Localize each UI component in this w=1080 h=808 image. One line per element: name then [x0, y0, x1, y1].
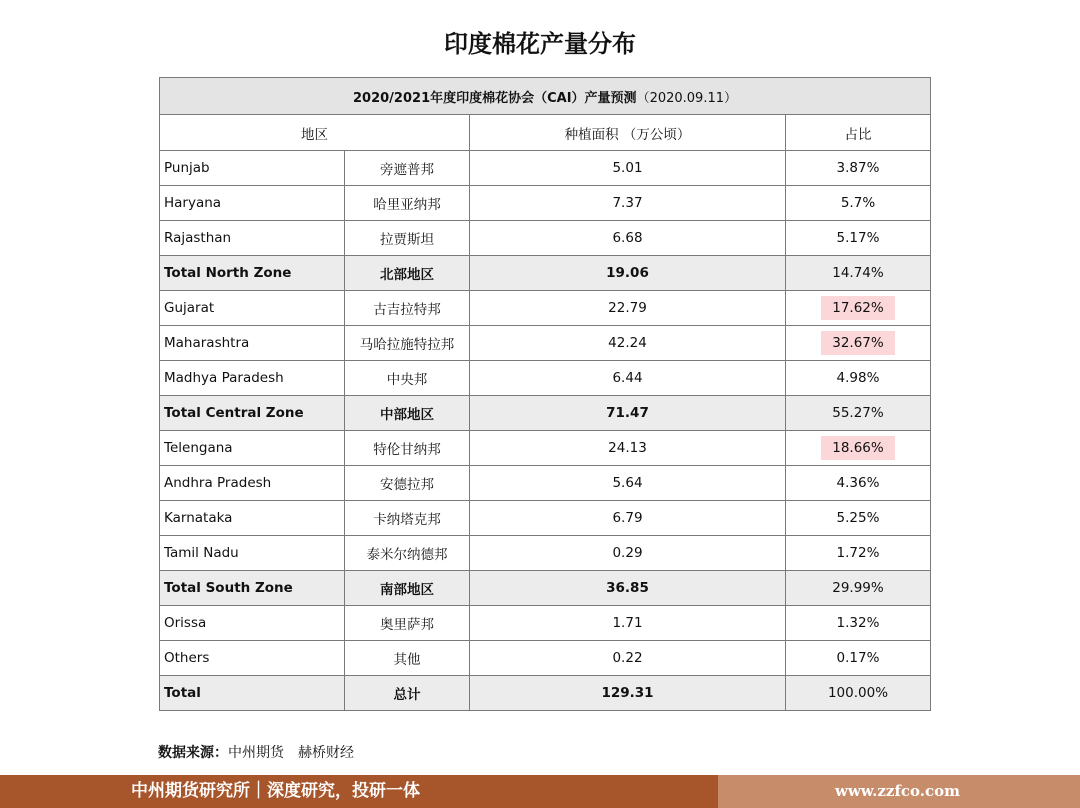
- region-en: Total North Zone: [160, 256, 345, 291]
- region-en: Karnataka: [160, 501, 345, 536]
- area-value: 6.68: [470, 221, 786, 256]
- caption-text: 2020/2021年度印度棉花协会（CAI）产量预测: [353, 90, 637, 106]
- region-en: Gujarat: [160, 291, 345, 326]
- header-area: 种植面积 （万公顷）: [470, 115, 786, 151]
- region-cn: 南部地区: [345, 571, 470, 606]
- area-value: 22.79: [470, 291, 786, 326]
- header-share: 占比: [786, 115, 931, 151]
- region-en: Total: [160, 676, 345, 711]
- region-cn: 拉贾斯坦: [345, 221, 470, 256]
- share-value: 5.17%: [786, 221, 931, 256]
- area-value: 1.71: [470, 606, 786, 641]
- table-row: [160, 466, 931, 501]
- share-value: 5.7%: [786, 186, 931, 221]
- share-value: 100.00%: [786, 676, 931, 711]
- table-row: [160, 151, 931, 186]
- region-cn: 哈里亚纳邦: [345, 186, 470, 221]
- region-en: Tamil Nadu: [160, 536, 345, 571]
- area-value: 5.01: [470, 151, 786, 186]
- share-value: 29.99%: [786, 571, 931, 606]
- region-cn: 马哈拉施特拉邦: [345, 326, 470, 361]
- area-value: 129.31: [470, 676, 786, 711]
- table-row: [160, 186, 931, 221]
- table-row: [160, 221, 931, 256]
- area-value: 24.13: [470, 431, 786, 466]
- share-value: 5.25%: [786, 501, 931, 536]
- share-value: 4.36%: [786, 466, 931, 501]
- highlighted-share: 18.66%: [821, 436, 894, 460]
- share-value: 4.98%: [786, 361, 931, 396]
- table-row: [160, 326, 931, 361]
- table-row: [160, 291, 931, 326]
- area-value: 5.64: [470, 466, 786, 501]
- region-en: Orissa: [160, 606, 345, 641]
- area-value: 71.47: [470, 396, 786, 431]
- highlighted-share: 17.62%: [821, 296, 894, 320]
- region-cn: 奥里萨邦: [345, 606, 470, 641]
- table-row: [160, 501, 931, 536]
- region-en: Total South Zone: [160, 571, 345, 606]
- table-row: [160, 536, 931, 571]
- area-value: 36.85: [470, 571, 786, 606]
- total-row-south: [160, 571, 931, 606]
- share-cell: [786, 291, 931, 326]
- grand-total-row: [160, 676, 931, 711]
- share-value: 3.87%: [786, 151, 931, 186]
- total-row-central: [160, 396, 931, 431]
- region-en: Maharashtra: [160, 326, 345, 361]
- region-cn: 泰米尔纳德邦: [345, 536, 470, 571]
- share-value: 55.27%: [786, 396, 931, 431]
- table-row: [160, 606, 931, 641]
- area-value: 6.44: [470, 361, 786, 396]
- caption-date: （2020.09.11）: [636, 90, 737, 106]
- footer-website-link[interactable]: www.zzfco.com: [718, 775, 1080, 808]
- footer-bar: [0, 775, 1080, 808]
- region-cn: 卡纳塔克邦: [345, 501, 470, 536]
- share-cell: [786, 431, 931, 466]
- share-value: 14.74%: [786, 256, 931, 291]
- region-cn: 特伦甘纳邦: [345, 431, 470, 466]
- region-cn: 北部地区: [345, 256, 470, 291]
- region-cn: 安德拉邦: [345, 466, 470, 501]
- header-region: 地区: [160, 115, 470, 151]
- area-value: 7.37: [470, 186, 786, 221]
- share-value: 1.32%: [786, 606, 931, 641]
- region-cn: 中央邦: [345, 361, 470, 396]
- table-caption: [160, 78, 931, 115]
- region-cn: 旁遮普邦: [345, 151, 470, 186]
- area-value: 0.29: [470, 536, 786, 571]
- table-caption-row: [160, 78, 931, 115]
- area-value: 6.79: [470, 501, 786, 536]
- area-value: 42.24: [470, 326, 786, 361]
- region-en: Punjab: [160, 151, 345, 186]
- data-source-note: [158, 742, 354, 762]
- area-value: 19.06: [470, 256, 786, 291]
- region-cn: 古吉拉特邦: [345, 291, 470, 326]
- table-header-row: [160, 115, 931, 151]
- highlighted-share: 32.67%: [821, 331, 894, 355]
- table-row: [160, 641, 931, 676]
- table-row: [160, 431, 931, 466]
- share-value: 0.17%: [786, 641, 931, 676]
- region-en: Others: [160, 641, 345, 676]
- share-cell: [786, 326, 931, 361]
- share-value: 1.72%: [786, 536, 931, 571]
- region-cn: 中部地区: [345, 396, 470, 431]
- page-title: 印度棉花产量分布: [444, 30, 636, 58]
- region-en: Madhya Paradesh: [160, 361, 345, 396]
- footer-slogan: 中州期货研究所｜深度研究，投研一体: [0, 775, 718, 808]
- region-cn: 其他: [345, 641, 470, 676]
- region-en: Andhra Pradesh: [160, 466, 345, 501]
- cotton-production-table: [159, 77, 931, 711]
- region-en: Total Central Zone: [160, 396, 345, 431]
- source-text: 中州期货 赫桥财经: [228, 745, 354, 761]
- area-value: 0.22: [470, 641, 786, 676]
- region-en: Haryana: [160, 186, 345, 221]
- region-en: Telengana: [160, 431, 345, 466]
- region-cn: 总计: [345, 676, 470, 711]
- region-en: Rajasthan: [160, 221, 345, 256]
- source-label: 数据来源：: [158, 745, 228, 761]
- table-row: [160, 361, 931, 396]
- total-row-north: [160, 256, 931, 291]
